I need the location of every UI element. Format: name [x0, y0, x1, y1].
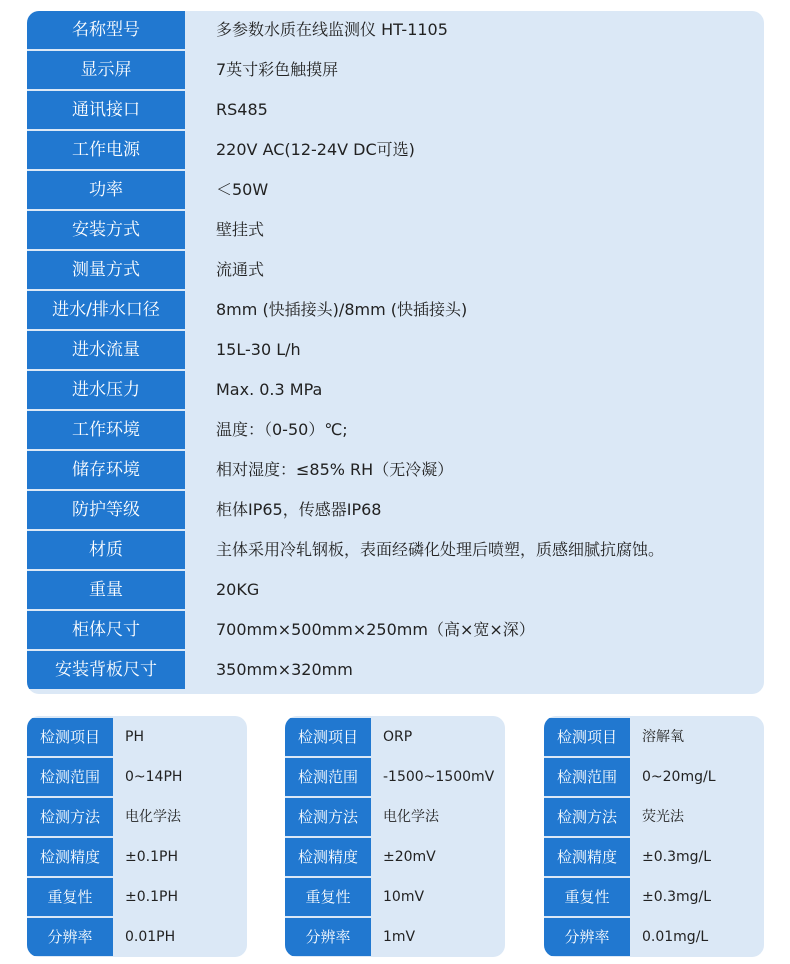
spec-row-measurement — [27, 251, 764, 289]
card-value: ±0.1PH — [125, 849, 178, 865]
card-row — [544, 918, 764, 956]
spec-row-protection — [27, 491, 764, 529]
card-row — [27, 798, 247, 836]
spec-row-pressure — [27, 371, 764, 409]
card-value: ±20mV — [383, 849, 436, 865]
spec-table — [27, 11, 764, 694]
card-value: 电化学法 — [383, 809, 439, 825]
spec-row-display — [27, 51, 764, 89]
card-value: 溶解氧 — [642, 729, 684, 745]
card-label: 检测项目 — [544, 718, 630, 756]
card-value: 电化学法 — [125, 809, 181, 825]
card-row — [27, 878, 247, 916]
card-label: 分辨率 — [285, 918, 371, 956]
spec-label: 工作环境 — [27, 411, 185, 449]
card-value: -1500~1500mV — [383, 769, 495, 785]
card-label: 检测范围 — [27, 758, 113, 796]
card-row — [544, 758, 764, 796]
card-label: 检测项目 — [27, 718, 113, 756]
card-label: 检测方法 — [544, 798, 630, 836]
card-row — [544, 878, 764, 916]
card-value: ±0.1PH — [125, 889, 178, 905]
spec-row-installation — [27, 211, 764, 249]
spec-label: 测量方式 — [27, 251, 185, 289]
spec-label: 进水流量 — [27, 331, 185, 369]
spec-row-storage-env — [27, 451, 764, 489]
spec-label: 工作电源 — [27, 131, 185, 169]
card-row — [285, 878, 505, 916]
spec-value: 7英寸彩色触摸屏 — [216, 60, 339, 79]
sensor-card-orp — [285, 716, 505, 957]
card-value: 荧光法 — [642, 809, 684, 825]
spec-value: 主体采用冷轧钢板，表面经磷化处理后喷塑，质感细腻抗腐蚀。 — [216, 540, 665, 559]
spec-value: ＜50W — [216, 180, 269, 199]
spec-value: 流通式 — [216, 260, 265, 279]
card-label: 检测范围 — [285, 758, 371, 796]
card-value: ±0.3mg/L — [642, 849, 712, 865]
sensor-card-ph — [27, 716, 247, 957]
spec-row-power — [27, 171, 764, 209]
spec-row-backplate-size — [27, 651, 764, 689]
spec-row-material — [27, 531, 764, 569]
card-row — [27, 718, 247, 756]
card-value: ±0.3mg/L — [642, 889, 712, 905]
spec-value: 柜体IP65，传感器IP68 — [216, 500, 382, 519]
card-row — [544, 838, 764, 876]
spec-label: 名称型号 — [27, 11, 185, 49]
card-label: 检测精度 — [544, 838, 630, 876]
card-row — [544, 718, 764, 756]
spec-label: 进水压力 — [27, 371, 185, 409]
card-value: 1mV — [383, 929, 416, 945]
spec-row-cabinet-size — [27, 611, 764, 649]
card-value: PH — [125, 729, 144, 745]
card-value: 10mV — [383, 889, 425, 905]
spec-value: 20KG — [216, 580, 260, 599]
spec-label: 材质 — [27, 531, 185, 569]
spec-value: 壁挂式 — [216, 220, 265, 239]
spec-label: 安装背板尺寸 — [27, 651, 185, 689]
spec-row-interface — [27, 91, 764, 129]
spec-value: 15L-30 L/h — [216, 340, 301, 359]
spec-value: 温度：（0-50）℃; — [216, 420, 348, 439]
spec-row-model — [27, 11, 764, 49]
spec-row-port-size — [27, 291, 764, 329]
card-label: 分辨率 — [27, 918, 113, 956]
card-label: 检测范围 — [544, 758, 630, 796]
card-value: 0~20mg/L — [642, 769, 716, 785]
card-value: 0.01PH — [125, 929, 176, 945]
card-row — [285, 758, 505, 796]
spec-value: 220V AC(12-24V DC可选) — [216, 140, 415, 159]
card-row — [544, 798, 764, 836]
spec-label: 柜体尺寸 — [27, 611, 185, 649]
card-label: 检测精度 — [285, 838, 371, 876]
spec-row-work-env — [27, 411, 764, 449]
card-label: 重复性 — [544, 878, 630, 916]
card-value: ORP — [383, 729, 413, 745]
spec-row-weight — [27, 571, 764, 609]
spec-value: Max. 0.3 MPa — [216, 380, 323, 399]
card-label: 检测方法 — [27, 798, 113, 836]
spec-label: 防护等级 — [27, 491, 185, 529]
spec-label: 储存环境 — [27, 451, 185, 489]
spec-value: 相对湿度：≤85% RH（无冷凝） — [216, 460, 454, 479]
spec-label: 安装方式 — [27, 211, 185, 249]
spec-label: 功率 — [27, 171, 185, 209]
card-label: 重复性 — [27, 878, 113, 916]
card-label: 检测方法 — [285, 798, 371, 836]
spec-value: 8mm (快插接头)/8mm (快插接头) — [216, 300, 468, 319]
card-label: 重复性 — [285, 878, 371, 916]
card-label: 分辨率 — [544, 918, 630, 956]
card-row — [285, 798, 505, 836]
card-row — [285, 718, 505, 756]
card-label: 检测项目 — [285, 718, 371, 756]
spec-row-power-supply — [27, 131, 764, 169]
spec-value: 多参数水质在线监测仪 HT-1105 — [216, 20, 448, 39]
spec-label: 通讯接口 — [27, 91, 185, 129]
card-row — [27, 838, 247, 876]
sensor-card-dissolved-oxygen — [544, 716, 764, 957]
card-value: 0~14PH — [125, 769, 183, 785]
card-row — [27, 758, 247, 796]
card-row — [285, 918, 505, 956]
card-row — [27, 918, 247, 956]
spec-value: 350mm×320mm — [216, 660, 353, 679]
card-label: 检测精度 — [27, 838, 113, 876]
spec-label: 显示屏 — [27, 51, 185, 89]
spec-value: 700mm×500mm×250mm（高×宽×深） — [216, 620, 535, 639]
spec-row-flow — [27, 331, 764, 369]
spec-label: 进水/排水口径 — [27, 291, 185, 329]
card-value: 0.01mg/L — [642, 929, 709, 945]
spec-label: 重量 — [27, 571, 185, 609]
spec-value: RS485 — [216, 100, 268, 119]
card-row — [285, 838, 505, 876]
